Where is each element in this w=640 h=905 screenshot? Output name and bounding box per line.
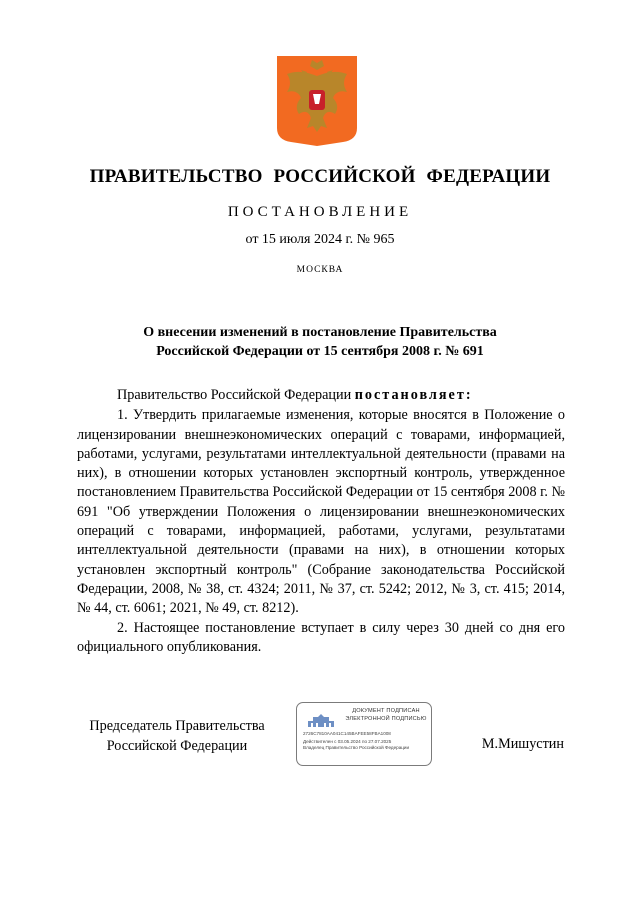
- document-type: ПОСТАНОВЛЕНИЕ: [227, 204, 413, 220]
- document-date-number: от 15 июля 2024 г. № 965: [245, 232, 395, 247]
- signer-role: [77, 716, 277, 756]
- signer-role-line: Председатель Правительства: [89, 718, 265, 734]
- government-building-icon: [305, 713, 337, 728]
- document-city: МОСКВА: [296, 265, 344, 275]
- stamp-heading-line: ДОКУМЕНТ ПОДПИСАН: [352, 708, 420, 714]
- electronic-signature-stamp: [296, 702, 432, 766]
- stamp-validity: Действителен с 03.05.2024 по 27.07.2025: [303, 739, 392, 744]
- preamble: [77, 386, 565, 405]
- coat-of-arms-emblem: [277, 56, 357, 146]
- stamp-owner: Владелец Правительство Российской Федерации: [303, 745, 410, 750]
- stamp-certificate-number: 2726C7810AA041C145BAFEE58FBA1008: [303, 731, 391, 736]
- preamble-action: постановляет:: [354, 387, 473, 403]
- subject-line: О внесении изменений в постановление Правительства: [143, 325, 497, 340]
- preamble-prefix: Правительство Российской Федерации: [117, 387, 355, 403]
- paragraph-2: 2. Настоящее постановление вступает в силу через 30 дней со дня его официального опубликования.: [77, 619, 565, 655]
- subject-line: Российской Федерации от 15 сентября 2008 г. № 691: [156, 344, 484, 359]
- signer-name: М.Мишустин: [481, 736, 564, 752]
- stamp-heading: [341, 707, 431, 723]
- document-subject: [100, 323, 540, 361]
- government-title: ПРАВИТЕЛЬСТВО РОССИЙСКОЙ ФЕДЕРАЦИИ: [89, 166, 551, 187]
- stamp-heading-line: ЭЛЕКТРОННОЙ ПОДПИСЬЮ: [345, 716, 427, 722]
- paragraph-1: 1. Утвердить прилагаемые изменения, которые вносятся в Положение о лицензировании внешнеэкономических операций с товарами, информацией, работами, услугами, результатами интеллектуальной деятельности (правами на них), в отношении которых установлен экспортный контроль, утвержденное постановлением Правительства Российской Федерации от 15 сентября 2008 г. № 691 "Об утверждении Положения о лицензировании внешнеэкономических операций с товарами, информацией, работами, услугами, результатами интеллектуальной деятельности (правами на них), в отношении которых установлен экспортный контроль" (Собрание законодательства Российской Федерации, 2008, № 38, ст. 4324; 2011, № 37, ст. 5242; 2012, № 3, ст. 415; 2014, № 44, ст. 6061; 2021, № 49, ст. 8212).: [77, 407, 565, 617]
- signer-role-line: Российской Федерации: [106, 738, 248, 754]
- document-body: [77, 386, 565, 657]
